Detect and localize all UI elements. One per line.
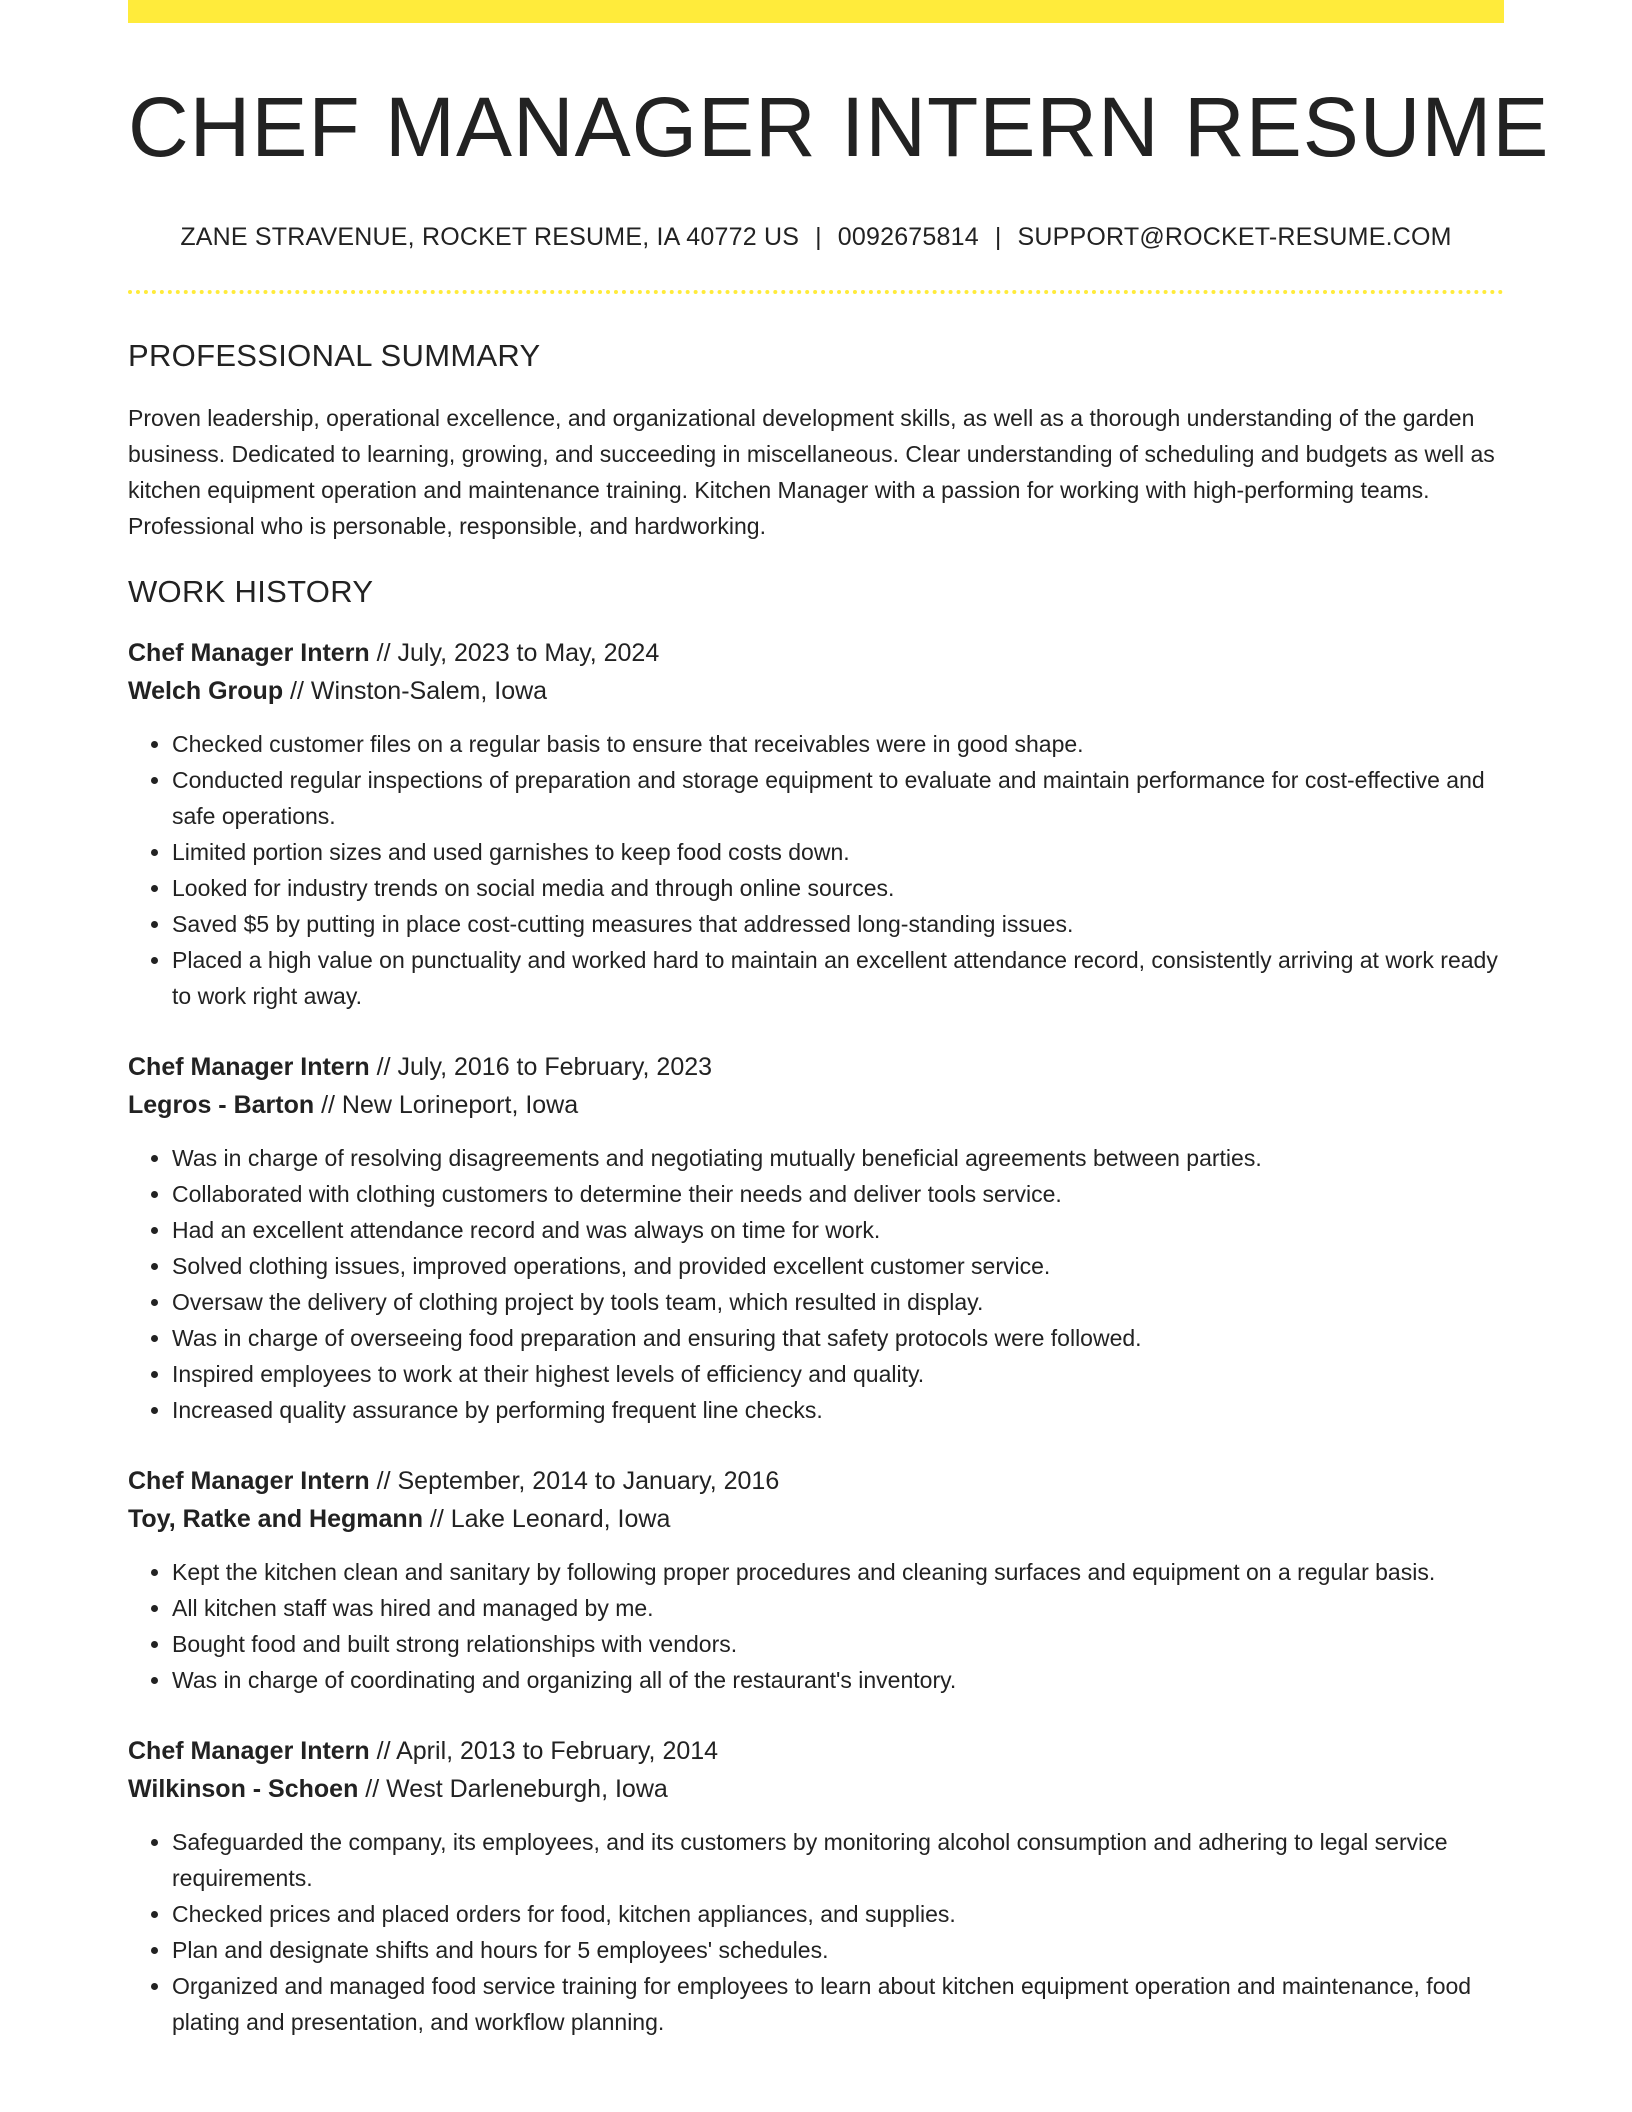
job-location: // Lake Leonard, Iowa bbox=[422, 1505, 671, 1534]
job-location: // West Darleneburgh, Iowa bbox=[358, 1775, 668, 1804]
job-bullet: • Had an excellent attendance record and was always on time for work. bbox=[172, 1212, 1504, 1248]
job-bullets bbox=[128, 1824, 1504, 2040]
job-bullets bbox=[128, 1140, 1504, 1428]
job-dates: // September, 2014 to January, 2016 bbox=[369, 1467, 780, 1496]
job-entry bbox=[128, 634, 1504, 1014]
job-title-line bbox=[128, 634, 1504, 672]
top-accent-bar bbox=[128, 0, 1504, 23]
job-bullet: • Oversaw the delivery of clothing project by tools team, which resulted in display. bbox=[172, 1284, 1504, 1320]
job-company-line bbox=[128, 1086, 1504, 1124]
job-title-line bbox=[128, 1462, 1504, 1500]
job-bullet: • Safeguarded the company, its employees, and its customers by monitoring alcohol consumption and adhering to legal service requirements. bbox=[172, 1824, 1504, 1896]
contact-address: ZANE STRAVENUE, ROCKET RESUME, IA 40772 US bbox=[180, 223, 800, 252]
job-bullet: • Plan and designate shifts and hours for 5 employees' schedules. bbox=[172, 1932, 1504, 1968]
summary-heading: PROFESSIONAL SUMMARY bbox=[128, 338, 541, 374]
resume-page bbox=[128, 0, 1550, 2040]
job-bullet: • Increased quality assurance by performing frequent line checks. bbox=[172, 1392, 1504, 1428]
job-bullets bbox=[128, 726, 1504, 1014]
job-dates: // July, 2023 to May, 2024 bbox=[369, 639, 660, 668]
job-dates: // April, 2013 to February, 2014 bbox=[369, 1737, 719, 1766]
work-history-heading: WORK HISTORY bbox=[128, 574, 374, 610]
job-company: Toy, Ratke and Hegmann bbox=[128, 1505, 423, 1534]
job-title: Chef Manager Intern bbox=[128, 1737, 370, 1766]
job-company-line bbox=[128, 1770, 1504, 1808]
job-bullet: • Kept the kitchen clean and sanitary by following proper procedures and cleaning surfaces and equipment on a regular basis. bbox=[172, 1554, 1504, 1590]
contact-line bbox=[128, 223, 1504, 252]
job-company-line bbox=[128, 1500, 1504, 1538]
job-company-line bbox=[128, 672, 1504, 710]
job-bullet: • Was in charge of coordinating and organizing all of the restaurant's inventory. bbox=[172, 1662, 1504, 1698]
job-bullet: • Was in charge of overseeing food preparation and ensuring that safety protocols were followed. bbox=[172, 1320, 1504, 1356]
job-bullet: • Checked prices and placed orders for food, kitchen appliances, and supplies. bbox=[172, 1896, 1504, 1932]
job-bullet: • Limited portion sizes and used garnishes to keep food costs down. bbox=[172, 834, 1504, 870]
job-title: Chef Manager Intern bbox=[128, 639, 370, 668]
job-bullet: • Organized and managed food service training for employees to learn about kitchen equipment operation and maintenance, food plating and presentation, and workflow planning. bbox=[172, 1968, 1504, 2040]
job-location: // New Lorineport, Iowa bbox=[314, 1091, 579, 1120]
job-bullet: • Bought food and built strong relationships with vendors. bbox=[172, 1626, 1504, 1662]
job-bullet: • Collaborated with clothing customers to determine their needs and deliver tools service. bbox=[172, 1176, 1504, 1212]
job-title-line bbox=[128, 1048, 1504, 1086]
job-bullet: • Inspired employees to work at their highest levels of efficiency and quality. bbox=[172, 1356, 1504, 1392]
job-entry bbox=[128, 1732, 1504, 2040]
job-bullet: • Looked for industry trends on social media and through online sources. bbox=[172, 870, 1504, 906]
job-title: Chef Manager Intern bbox=[128, 1053, 370, 1082]
contact-phone: 0092675814 bbox=[837, 223, 979, 252]
job-bullet: • Conducted regular inspections of preparation and storage equipment to evaluate and maintain performance for cost-effective and safe operations. bbox=[172, 762, 1504, 834]
job-bullet: • Solved clothing issues, improved operations, and provided excellent customer service. bbox=[172, 1248, 1504, 1284]
contact-separator: | bbox=[994, 223, 1002, 252]
job-bullet: • Was in charge of resolving disagreements and negotiating mutually beneficial agreements between parties. bbox=[172, 1140, 1504, 1176]
job-bullet: • Saved $5 by putting in place cost-cutting measures that addressed long-standing issues. bbox=[172, 906, 1504, 942]
job-title-line bbox=[128, 1732, 1504, 1770]
job-dates: // July, 2016 to February, 2023 bbox=[369, 1053, 713, 1082]
contact-email: SUPPORT@ROCKET-RESUME.COM bbox=[1017, 223, 1452, 252]
job-title: Chef Manager Intern bbox=[128, 1467, 370, 1496]
summary-text: Proven leadership, operational excellence, and organizational development skills, as well as a thorough understanding of the garden business. Dedicated to learning, growing, and succeeding in miscellaneous. Clear understanding of scheduling and budgets as well as kitchen equipment operation and maintenance training. Kitchen Manager with a passion for working with high-performing teams. Professional who is personable, responsible, and hardworking. bbox=[128, 405, 1495, 540]
job-bullet: • Placed a high value on punctuality and worked hard to maintain an excellent attendance record, consistently arriving at work ready to work right away. bbox=[172, 942, 1504, 1014]
job-company: Legros - Barton bbox=[128, 1091, 315, 1120]
resume-title: CHEF MANAGER INTERN RESUME bbox=[128, 80, 1550, 174]
contact-separator: | bbox=[815, 223, 822, 252]
job-bullet: • All kitchen staff was hired and managed by me. bbox=[172, 1590, 1504, 1626]
job-location: // Winston-Salem, Iowa bbox=[283, 677, 548, 706]
job-bullets bbox=[128, 1554, 1504, 1698]
job-company: Wilkinson - Schoen bbox=[128, 1775, 359, 1804]
job-bullet: • Checked customer files on a regular basis to ensure that receivables were in good shape. bbox=[172, 726, 1504, 762]
job-entry bbox=[128, 1048, 1504, 1428]
job-company: Welch Group bbox=[128, 677, 284, 706]
dotted-divider bbox=[128, 290, 1504, 294]
job-entry bbox=[128, 1462, 1504, 1698]
